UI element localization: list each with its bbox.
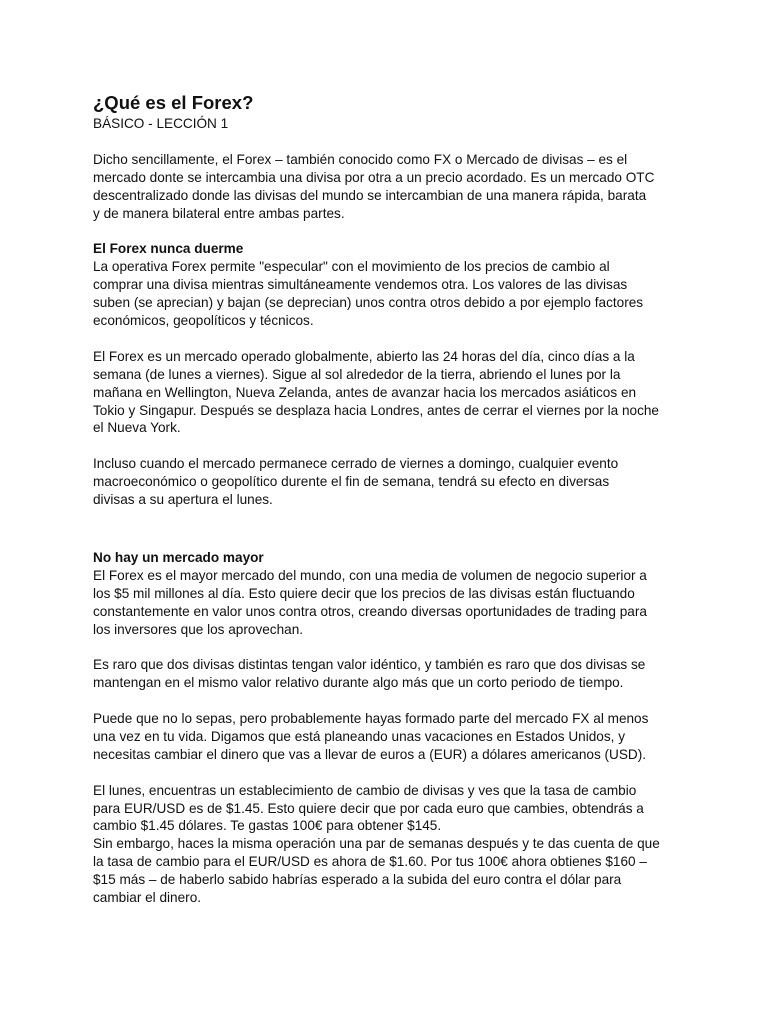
text-line: económicos, geopolíticos y técnicos. [93, 313, 314, 329]
text-line: descentralizado donde las divisas del mundo se intercambian de una manera rápida, barata [93, 187, 647, 203]
section-heading-no-bigger-market: No hay un mercado mayor [93, 549, 264, 565]
text-line: Es raro que dos divisas distintas tengan valor idéntico, y también es raro que dos divisas se [93, 657, 646, 673]
text-line: mañana en Wellington, Nueva Zelanda, antes de avanzar hacia los mercados asiáticos en [93, 384, 637, 400]
text-line: los inversores que los aprovechan. [93, 621, 304, 637]
text-line: semana (de lunes a viernes). Sigue al sol alrededor de la tierra, abriendo el lunes por la [93, 366, 621, 382]
text-line: la tasa de cambio para el EUR/USD es ahora de $1.60. Por tus 100€ ahora obtienes $160 – [93, 854, 647, 870]
text-line: macroeconómico o geopolítico durente el fin de semana, tendrá su efecto en diversas [93, 474, 610, 490]
paragraph [93, 567, 683, 639]
text-line: Incluso cuando el mercado permanece cerrado de viernes a domingo, cualquier evento [93, 456, 619, 472]
text-line: El lunes, encuentras un establecimiento de cambio de divisas y ves que la tasa de cambio [93, 782, 637, 798]
text-line: los $5 mil millones al día. Esto quiere decir que los precios de las divisas están fluctuando [93, 585, 635, 601]
document-title: ¿Qué es el Forex? [93, 92, 254, 113]
text-line: necesitas cambiar el dinero que vas a llevar de euros a (EUR) a dólares americanos (USD). [93, 746, 647, 762]
text-line: La operativa Forex permite "especular" con el movimiento de los precios de cambio al [93, 259, 610, 275]
paragraph [93, 782, 683, 907]
section-heading-forex-never-sleeps: El Forex nunca duerme [93, 241, 244, 257]
text-line: cambio $1.45 dólares. Te gastas 100€ para obtener $145. [93, 818, 442, 834]
document-subtitle: BÁSICO - LECCIÓN 1 [93, 116, 229, 131]
text-line: comprar una divisa mientras simultáneamente vendemos otra. Los valores de las divisas [93, 277, 628, 293]
paragraph [93, 258, 683, 330]
document-body [93, 92, 683, 925]
text-line: y de manera bilateral entre ambas partes. [93, 205, 345, 221]
spacer [93, 527, 683, 549]
text-line: Puede que no lo sepas, pero probablemente hayas formado parte del mercado FX al menos [93, 711, 649, 726]
text-line: para EUR/USD es de $1.45. Esto quiere decir que por cada euro que cambies, obtendrás a [93, 800, 644, 816]
paragraph [93, 656, 683, 692]
paragraph [93, 455, 683, 509]
text-line: Tokio y Singapur. Después se desplaza hacia Londres, antes de cerrar el viernes por la noche [93, 402, 659, 418]
paragraph [93, 348, 683, 438]
text-line: mercado donte se intercambia una divisa por otra a un precio acordado. Es un mercado OTC [93, 169, 655, 185]
text-line: Sin embargo, haces la misma operación una par de semanas después y te das cuenta de que [93, 836, 660, 852]
text-line: constantemente en valor unos contra otros, creando diversas oportunidades de trading para [93, 603, 647, 619]
text-line: mantengan en el mismo valor relativo durante algo más que un corto periodo de tiempo. [93, 675, 624, 691]
text-line: El Forex es un mercado operado globalmente, abierto las 24 horas del día, cinco días a la [93, 348, 635, 364]
paragraph [93, 710, 683, 764]
intro-paragraph [93, 151, 683, 223]
text-line: suben (se aprecian) y bajan (se deprecian) unos contra otros debido a por ejemplo factores [93, 295, 644, 311]
text-line: divisas a su apertura el lunes. [93, 492, 273, 508]
text-line: una vez en tu vida. Digamos que está planeando unas vacaciones en Estados Unidos, y [93, 728, 626, 744]
text-line: Dicho sencillamente, el Forex – también conocido como FX o Mercado de divisas – es el [93, 151, 628, 167]
text-line: el Nueva York. [93, 420, 181, 436]
text-line: $15 más – de haberlo sabido habrías esperado a la subida del euro contra el dólar para [93, 872, 622, 888]
text-line: cambiar el dinero. [93, 890, 202, 906]
text-line: El Forex es el mayor mercado del mundo, con una media de volumen de negocio superior a [93, 567, 647, 583]
